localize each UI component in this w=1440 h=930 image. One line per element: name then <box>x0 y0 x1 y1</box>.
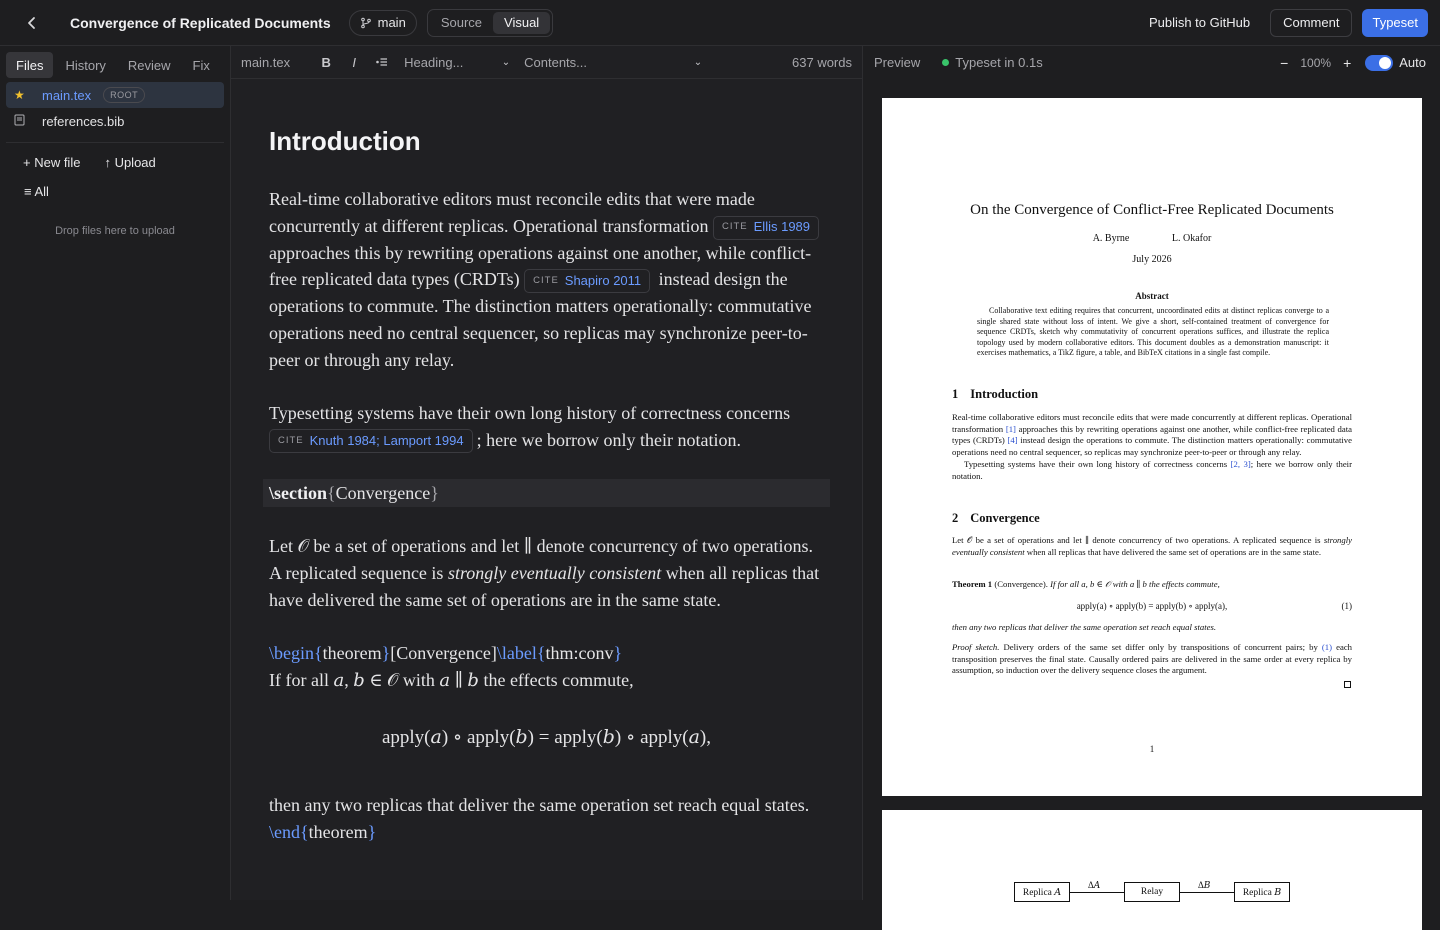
preview-label: Preview <box>874 55 921 70</box>
pdf-paragraph <box>952 459 1352 482</box>
pdf-convergence-text <box>952 535 1352 558</box>
star-icon: ★ <box>14 88 25 102</box>
pdf-proof-label: Proof sketch. <box>952 642 1000 652</box>
brace-close: } <box>430 483 439 504</box>
editor-content[interactable] <box>231 123 862 846</box>
paragraph-intro-2[interactable] <box>269 400 824 454</box>
paragraph-convergence[interactable] <box>269 533 824 613</box>
pdf-page-1[interactable] <box>882 98 1422 796</box>
chevron-down-icon: ⌄ <box>501 56 511 68</box>
sidebar-tabs <box>0 46 230 78</box>
pdf-proof <box>952 642 1352 677</box>
citation-chip[interactable] <box>524 269 650 293</box>
pdf-authors <box>882 233 1422 244</box>
cite-tag: CITE <box>722 221 748 233</box>
visual-editor <box>231 46 863 900</box>
pdf-citation-link[interactable]: [2, 3] <box>1230 458 1251 469</box>
pdf-author: L. Okafor <box>1171 233 1212 244</box>
citation-key: Shapiro 2011 <box>564 272 642 288</box>
pdf-page-2[interactable] <box>882 810 1422 930</box>
git-branch-icon <box>360 17 372 29</box>
section-command[interactable] <box>263 479 830 507</box>
zoom-level: 100% <box>1300 55 1332 70</box>
pdf-text: approaches this by rewriting operations against one another, while conflict-free replicated data types (CRDTs) <box>952 423 1353 446</box>
qed-box-icon <box>1344 681 1351 688</box>
zoom-out-button[interactable]: − <box>1280 54 1289 71</box>
mode-switch <box>427 9 553 37</box>
display-equation[interactable]: apply(𝑎) ∘ apply(𝑏) = apply(𝑏) ∘ apply(𝑎), <box>381 727 712 749</box>
section-title: Introduction <box>970 387 1039 401</box>
pdf-section-heading <box>952 511 1040 526</box>
citation-chip[interactable] <box>713 216 819 240</box>
heading-select-value: Heading... <box>404 54 464 70</box>
file-name: main.tex <box>42 87 92 103</box>
section-argument: Convergence <box>335 483 431 504</box>
pdf-theorem-conclusion <box>952 622 1352 634</box>
bold-button[interactable]: B <box>321 54 331 70</box>
pdf-text: instead design the operations to commute. The distinction matters operationally: commutative operations need no central sequencer, so replicas may synchronize peer-to-peer or through any relay. <box>952 435 1353 458</box>
pdf-equation-number: (1) <box>1341 601 1352 611</box>
end-keyword: \end <box>269 821 300 842</box>
top-bar <box>0 0 1440 46</box>
section-keyword: \section <box>269 483 327 504</box>
figure-edge-label: Δ𝐴 <box>1088 880 1101 890</box>
pdf-title: On the Convergence of Conflict-Free Replicated Documents <box>970 202 1334 218</box>
pdf-text: Delivery orders of the same set differ only by transpositions of concurrent pairs; by <box>1003 642 1318 652</box>
pdf-emphasis: strongly eventually consistent <box>952 535 1353 557</box>
paragraph-text: ; here we borrow only their notation. <box>476 429 742 450</box>
contents-select-value: Contents... <box>524 54 588 70</box>
begin-argument: theorem <box>322 642 382 663</box>
emphasis-text: strongly eventually consistent <box>447 563 662 584</box>
pdf-date: July 2026 <box>1132 254 1172 265</box>
brace-close: } <box>367 821 377 842</box>
pdf-text: Typesetting systems have their own long history of correctness concerns <box>964 458 1228 469</box>
new-file-button[interactable]: + New file <box>23 155 81 170</box>
label-keyword: \label <box>496 642 537 663</box>
pdf-text: ; here we borrow only their notation. <box>952 458 1352 481</box>
pdf-text: Real-time collaborative editors must reconcile edits that were made concurrently at different replicas. Operational transformation <box>952 412 1352 434</box>
upload-button[interactable]: ↑ Upload <box>104 155 156 170</box>
file-item-references-bib[interactable] <box>6 108 224 134</box>
publish-github-button[interactable]: Publish to GitHub <box>1148 15 1251 30</box>
bullet-list-button[interactable] <box>368 55 396 70</box>
tab-review[interactable]: Review <box>127 57 171 73</box>
comment-button[interactable]: Comment <box>1270 9 1352 37</box>
pdf-preview-pane <box>864 46 1440 900</box>
pdf-equation-link[interactable]: (1) <box>1321 642 1333 652</box>
figure-node-replica-a: Replica 𝐴 <box>1014 882 1070 902</box>
brace-close: } <box>613 642 623 663</box>
section-number: 2 <box>952 511 959 525</box>
pdf-theorem-text: then any two replicas that deliver the same operation set reach equal states. <box>952 622 1217 632</box>
heading-select[interactable] <box>404 55 510 70</box>
brace-close: } <box>381 642 391 663</box>
pdf-equation-body: apply(a) ∘ apply(b) = apply(b) ∘ apply(a), <box>1076 601 1228 611</box>
paragraph-text: Typesetting systems have their own long history of correctness concerns <box>269 402 791 423</box>
pdf-author: A. Byrne <box>1092 233 1130 244</box>
pdf-intro-text <box>952 412 1352 482</box>
file-item-main-tex[interactable] <box>6 82 224 108</box>
heading-introduction[interactable]: Introduction <box>269 126 421 156</box>
pdf-citation-link[interactable]: [1] <box>1005 423 1016 434</box>
pdf-page-number: 1 <box>1149 744 1155 754</box>
word-count: 637 words <box>792 54 852 70</box>
pdf-abstract: Collaborative text editing requires that concurrent, uncoordinated edits at distinct replicas converge to a single shared state without loss of intent. We give a short, self-contained treatment of convergence for sequence CRDTs, sketch why commutativity of concurrent operations suffices, and illustrate the replica topology used by modern collaborative editors. This document doubles as a demonstration manuscript: it exercises mathematics, a TikZ figure, a table, and BibTeX citations in a single fast compile. <box>977 306 1329 357</box>
pdf-theorem-name: (Convergence). <box>994 579 1048 589</box>
back-button[interactable] <box>14 5 50 41</box>
paragraph-text: when all replicas that have delivered the same set of operations are in the same state. <box>269 563 820 610</box>
brace-open: { <box>536 642 546 663</box>
mode-visual-tab[interactable]: Visual <box>493 12 550 34</box>
theorem-end-line <box>269 819 824 846</box>
auto-typeset-label: Auto <box>1399 55 1426 70</box>
begin-keyword: \begin <box>269 642 314 663</box>
pdf-theorem <box>952 579 1352 591</box>
auto-typeset-toggle[interactable] <box>1365 55 1393 71</box>
pdf-equation <box>952 601 1352 612</box>
cite-tag: CITE <box>278 435 304 447</box>
pdf-theorem-label: Theorem 1 <box>952 579 993 589</box>
chevron-down-icon: ⌄ <box>693 56 703 68</box>
paragraph-text: approaches this by rewriting operations against one another, while conflict-free replicated data types (CRDTs) <box>269 242 812 290</box>
pdf-section-heading <box>952 387 1038 402</box>
brace-open: { <box>300 821 309 842</box>
figure-edge <box>1070 892 1124 893</box>
brace-open: { <box>327 483 336 504</box>
italic-button[interactable]: I <box>352 54 356 70</box>
optional-argument: [Convergence] <box>390 642 497 663</box>
paragraph-text: Real-time collaborative editors must reconcile edits that were made concurrently at different replicas. Operational transformation <box>269 189 755 236</box>
citation-key: Ellis 1989 <box>753 219 811 235</box>
brace-open: { <box>314 642 323 663</box>
branch-name: main <box>377 15 406 30</box>
file-name: references.bib <box>42 113 125 129</box>
theorem-begin-line <box>269 640 824 667</box>
cite-tag: CITE <box>533 274 559 286</box>
section-number: 1 <box>952 387 959 401</box>
pdf-abstract-heading: Abstract <box>1135 291 1169 301</box>
drop-zone-hint[interactable]: Drop files here to upload <box>55 225 175 237</box>
pdf-text: when all replicas that have delivered the same set of operations are in the same state. <box>1026 546 1322 557</box>
preview-toolbar <box>864 46 1440 79</box>
paragraph-text: instead design the operations to commute. The distinction matters operationally: commutative operations need no central sequencer, so replicas may synchronize peer-to-peer or through any relay. <box>269 269 812 370</box>
typeset-status: Typeset in 0.1s <box>955 55 1043 70</box>
figure-node-replica-b: Replica 𝐵 <box>1234 882 1290 902</box>
zoom-controls <box>1280 55 1351 71</box>
paragraph-text: Let 𝒪 be a set of operations and let ∥ denote concurrency of two operations. A replicated sequence is <box>269 536 813 584</box>
pdf-text: each transposition preserves the final state. Causally ordered pairs are delivered in the same order at every replica by assumption, so induction over the delivery sequence closes the argument. <box>952 642 1353 676</box>
typeset-button[interactable]: Typeset <box>1362 9 1428 37</box>
end-argument: theorem <box>308 821 368 842</box>
tab-history[interactable]: History <box>65 57 106 73</box>
tab-files[interactable]: Files <box>6 52 53 78</box>
mode-source-tab[interactable]: Source <box>440 15 483 30</box>
citation-key: Knuth 1984; Lamport 1994 <box>309 433 464 449</box>
database-file-icon <box>14 114 30 129</box>
editor-filename: main.tex <box>241 54 291 70</box>
sidebar <box>0 46 231 900</box>
contents-select[interactable] <box>524 55 702 70</box>
theorem-conclusion: then any two replicas that deliver the same operation set reach equal states. <box>269 795 810 816</box>
pdf-citation-link[interactable]: [4] <box>1007 435 1018 446</box>
citation-chip[interactable] <box>269 429 473 453</box>
theorem-block[interactable] <box>269 640 824 846</box>
document-title: Convergence of Replicated Documents <box>70 14 331 31</box>
root-badge: ROOT <box>103 87 145 103</box>
status-dot-icon <box>942 59 949 66</box>
editor-toolbar <box>231 46 862 79</box>
figure-node-relay: Relay <box>1124 882 1180 902</box>
figure-edge-label: Δ𝐵 <box>1198 880 1211 890</box>
filter-all-button[interactable]: ≡ All <box>24 184 49 199</box>
section-title: Convergence <box>970 511 1040 525</box>
theorem-statement: If for all 𝑎, 𝑏 ∈ 𝒪 with 𝑎 ∥ 𝑏 the effects commute, <box>269 669 634 690</box>
pdf-theorem-text: If for all a, b ∈ 𝒪 with a ∥ b the effects commute, <box>1050 579 1220 589</box>
file-list <box>0 82 230 134</box>
paragraph-intro-1[interactable] <box>269 186 824 374</box>
chevron-left-icon <box>25 16 39 30</box>
label-argument: thm:conv <box>545 642 614 663</box>
pdf-text: Let 𝒪 be a set of operations and let ∥ denote concurrency of two operations. A replicated sequence is <box>952 535 1321 545</box>
zoom-in-button[interactable]: + <box>1343 54 1352 71</box>
list-icon <box>376 57 388 67</box>
tab-fix[interactable]: Fix <box>192 57 210 73</box>
branch-selector[interactable] <box>349 10 417 36</box>
figure-edge <box>1180 892 1234 893</box>
